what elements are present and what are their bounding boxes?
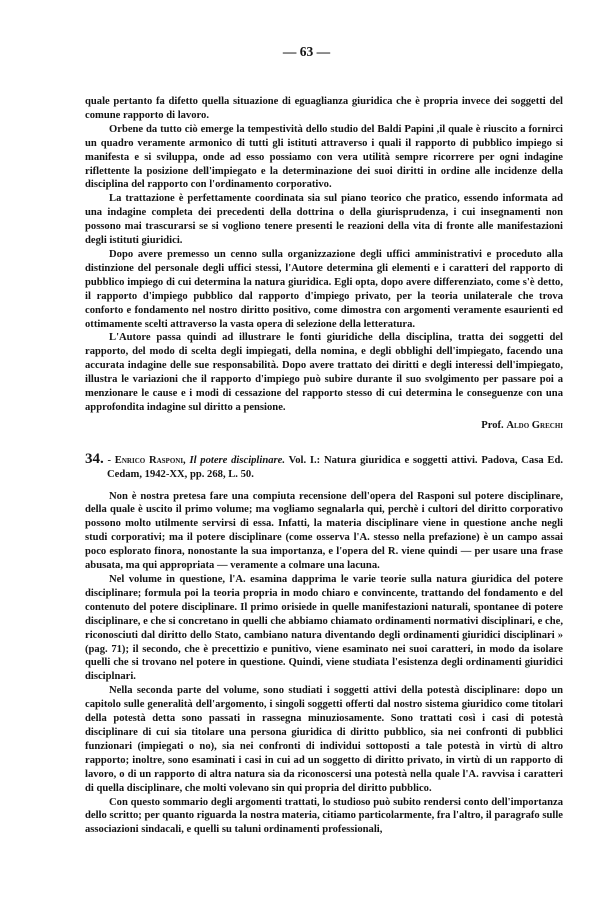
review-author: Enrico Rasponi,	[114, 454, 186, 466]
paragraph: Nella seconda parte del volume, sono studiati i soggetti attivi della potestà disciplinare: dopo un capitolo sulle generalità dell'argomento, i singoli soggetti offerti dal nostro sistema giuridico come titolari della potestà detta sono passati in rassegna minuziosamente. Sono trattati così i casi di potestà disciplinare di cui sia titolare una persona giuridica di diritto pubblico, sia nei confronti di pubblici funzionari (impiegati o no), sia nei confronti di individui sottoposti a tale potestà in virtù di altro rapporto; inoltre, sono esaminati i casi in cui ad un soggetto di diritto privato, in virtù di un rapporto di lavoro, o di un rapporto di altra natura sia da riconoscersi una potestà nella quale l'A. ravvisa i caratteri di quella disciplinare, che molti volevano sin qui propria del diritto pubblico.	[85, 685, 563, 794]
review-book-title: Il potere disciplinare.	[189, 454, 285, 466]
page-number: — 63 —	[282, 44, 331, 59]
review-dash: -	[103, 454, 115, 466]
paragraph: La trattazione è perfettamente coordinata sia sul piano teorico che pratico, essendo informata ad una indagine completa dei precedenti della dottrina o della giurisprudenza, i cui insegnamenti non possono mai trascurarsi se si vogliono tenere presenti le reazioni della vita di fronte alle manifestazioni degli istituti giuridici.	[85, 193, 563, 247]
review-number: 34.	[85, 450, 104, 467]
signature-name: Aldo Grechi	[506, 419, 563, 431]
review-signature	[85, 419, 563, 433]
signature-prefix: Prof.	[481, 419, 504, 431]
review-book-details: Vol. I.: Natura giuridica e soggetti attivi. Padova, Casa Ed. Cedam, 1942-XX, pp. 268, L. 50.	[107, 454, 564, 480]
paragraph: L'Autore passa quindi ad illustrare le fonti giuridiche della disciplina, tratta dei soggetti del rapporto, del modo di scelta degli impiegati, della nomina, e degli obblighi dell'impiegato, facendo una accurata indagine delle sue responsabilità. Dopo avere trattato dei diritti e degli interessi dell'impiegato, illustra le variazioni che il rapporto d'impiego può subire durante il suo svolgimento per passare poi a menzionare le cause e i modi di cessazione del rapporto stesso di cui determina le conseguenze con una approfondita indagine sul diritto a pensione.	[85, 332, 563, 413]
paragraph: Nel volume in questione, l'A. esamina dapprima le varie teorie sulla natura giuridica del potere disciplinare; formula poi la teoria propria in modo chiaro e convincente, trattando del fondamento e del contenuto del potere disciplinare. Il primo orisiede in quelle manifestazioni naturali, spontanee di potere disciplinare, e che si concretano in quelli che abbiamo chiamato ordinamenti normativi disciplinari, e che, riconosciuti dal diritto dello Stato, cambiano natura diventando degli ordinamenti giuridici disciplinari » (pag. 71); il secondo, che è precettizio e punitivo, viene esaminato nei suoi caratteri, in modo da isolare quelli che si trovano nel potere in questione. Quindi, viene studiata l'esistenza degli ordinamenti giuridici disciplnari.	[85, 574, 563, 683]
paragraph: Con questo sommario degli argomenti trattati, lo studioso può subito rendersi conto dell'importanza dello scritto; per quanto riguarda la nostra materia, citiamo particolarmente, fra l'altro, il paragrafo sulle associazioni sindacali, e quelli su taluni ordinamenti professionali,	[85, 796, 563, 836]
paragraph: Orbene da tutto ciò emerge la tempestività dello studio del Baldi Papini ,il quale è riuscito a fornirci un quadro veramente armonico di tutti gli istituti attraverso i quali il rapporto di pubblico impiego si manifesta e si sviluppa, onde ad esso possiamo con vera utilità sempre ricorrere per ogni indagine riflettente la posizione dell'impiegato e la determinazione dei suoi diritti in ordine alle incidenze della disciplina del rapporto con l'ordinamento corporativo.	[85, 123, 563, 191]
paragraph: Dopo avere premesso un cenno sulla organizzazione degli uffici amministrativi e proceduto alla distinzione del personale degli uffici stessi, l'Autore determina gli elementi e i caratteri del rapporto di pubblico impiego di cui determina la natura giuridica. Egli opta, dopo avere differenziato, come s'è detto, il rapporto d'impiego pubblico dal rapporto d'impiego privato, per la teoria unilaterale che trova conforto e fondamento nel nostro diritto positivo, come dimostra con argomenti veramente esaurienti ed ottimamente scelti attraverso la vasta opera di selezione della letteratura.	[85, 248, 563, 330]
paragraph: quale pertanto fa difetto quella situazione di eguaglianza giuridica che è propria invece dei soggetti del comune rapporto di lavoro.	[85, 96, 563, 121]
review-heading	[85, 450, 564, 482]
paragraph: Non è nostra pretesa fare una compiuta recensione dell'opera del Rasponi sul potere disciplinare, della quale è uscito il primo volume; ma vogliamo segnalarla qui, perchè i cultori del diritto corporativo possono molto utilmente servirsi di essa. Infatti, la materia disciplinare viene in questione anche negli studi corporativi; ma il potere disciplinare (come osserva l'A. stesso nella prefazione) è un campo assai poco esplorato finora, nonostante la sua importanza, e l'opera del R. viene quindi — per usare una frase abusata, ma qui appropriata — veramente a colmare una lacuna.	[85, 490, 563, 572]
text-column	[85, 95, 563, 837]
